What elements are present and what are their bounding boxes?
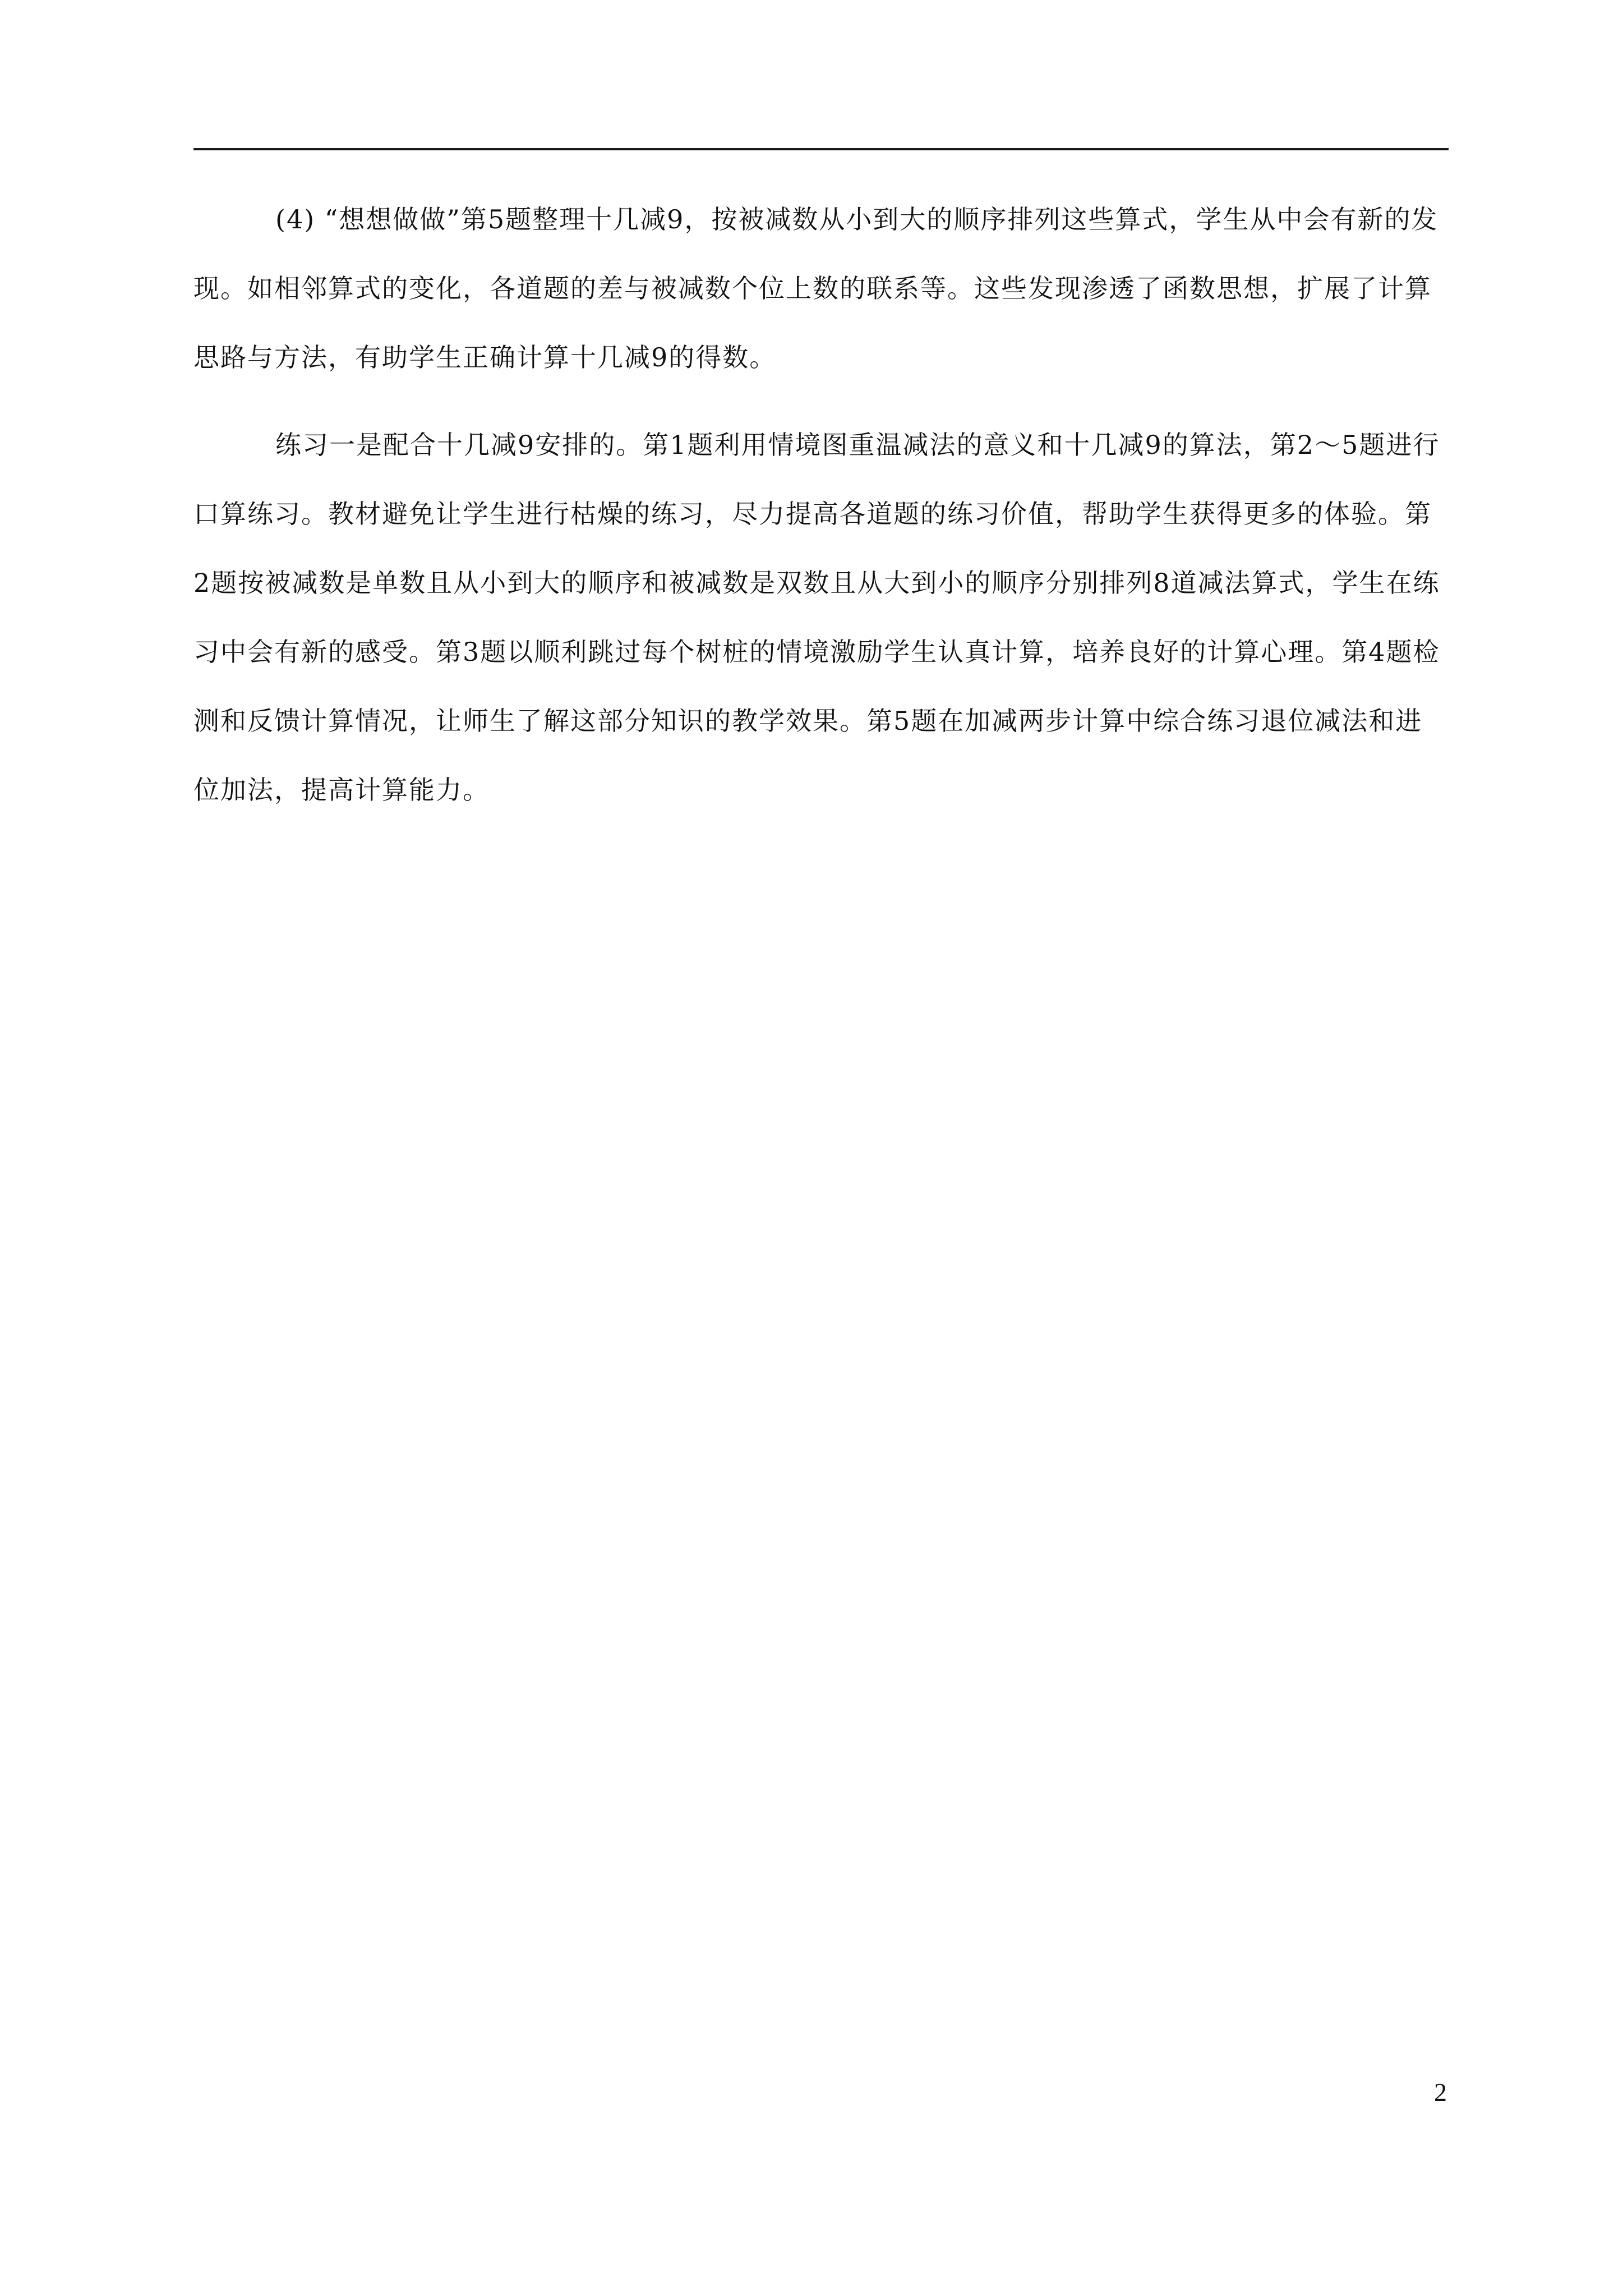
- paragraph-1: (4) “想想做做”第5题整理十几减9，按被减数从小到大的顺序排列这些算式，学生从中会有新的发现。如相邻算式的变化，各道题的差与被减数个位上数的联系等。这些发现渗透了函数思想，扩展了计算思路与方法，有助学生正确计算十几减9的得数。: [193, 204, 1438, 372]
- header-rule: [193, 148, 1449, 150]
- document-body: [193, 185, 1449, 825]
- page-number: 2: [1434, 2078, 1447, 2106]
- paragraph-2: 练习一是配合十几减9安排的。第1题利用情境图重温减法的意义和十几减9的算法，第2～5题进行口算练习。教材避免让学生进行枯燥的练习，尽力提高各道题的练习价值，帮助学生获得更多的体验。第2题按被减数是单数且从小到大的顺序和被减数是双数且从大到小的顺序分别排列8道减法算式，学生在练习中会有新的感受。第3题以顺利跳过每个树桩的情境激励学生认真计算，培养良好的计算心理。第4题检测和反馈计算情况，让师生了解这部分知识的教学效果。第5题在加减两步计算中综合练习退位减法和进位加法，提高计算能力。: [193, 430, 1440, 805]
